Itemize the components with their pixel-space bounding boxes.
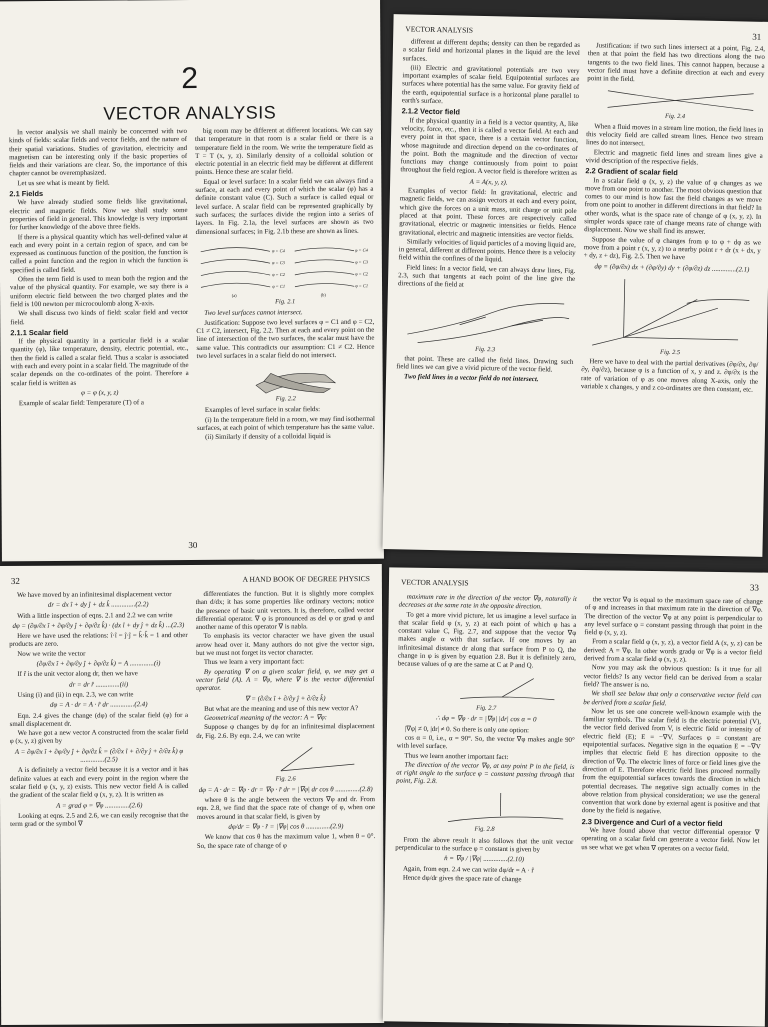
paragraph: In a scalar field φ (x, y, z) the value of φ changes as we move from one point to another. The most obvious question that comes to our mind is how fast the field changes as we move from one point to another in different directions in that field? In other words, what is the space rate of change of φ (x, y, z). In simpler words space rate of change means rate of change with displacement. Now we shall find its answer. — [584, 177, 762, 239]
equation: dφ = A · dr = A · r̂ dr ..............(2.4) — [10, 701, 189, 710]
equation: A = grad φ = ∇φ ..............(2.6) — [10, 802, 189, 811]
paragraph: maximum rate in the direction of the vector ∇φ, naturally it decreases at the same rate in the opposite direction. — [399, 593, 577, 612]
page31-column-right — [578, 42, 765, 546]
section-heading: 2.2 Gradient of scalar field — [585, 167, 762, 179]
paragraph: If the physical quantity in a field is a vector quantity, A, like velocity, force, etc., then it is called a vector field. At each and every point in that space, there is a certain vector function, whose magnitude and direction depend on the co-ordinates of the point. Both the magnitude and the direction of vector functions may change continuously from point to point throughout the field region. A vector field is therefore written as — [400, 117, 578, 179]
figure-caption: Fig. 2.3 — [397, 344, 574, 356]
paragraph: Field lines: In a vector field, we can always draw lines, Fig. 2.3, such that tangents at each point of the line give the directions of the field at — [398, 264, 575, 293]
paragraph: the vector ∇φ is equal to the maximum space rate of change of φ and increases in that maximum rate in the direction of ∇φ. The direction of the vector ∇φ at any point is perpendicular to any level surface φ = constant passing through that point in the field φ (x, y, z). — [584, 596, 763, 640]
paragraph: When a fluid moves in a stream line motion, the field lines in this velocity field are called stream lines. Hence two stream lines do not intersect. — [586, 123, 763, 152]
fig21-label: φ = C4 — [355, 247, 369, 252]
paragraph: that point. These are called the field lines. Drawing such field lines we can give a vivid picture of the vector field. — [396, 355, 573, 375]
paragraph: where θ is the angle between the vectors ∇φ and dr. From eqn. 2.8, we find that the space rate of change of φ, when one moves around in that scalar field, is given by — [197, 796, 376, 822]
figure-2-4 — [586, 87, 764, 124]
paragraph: Now you may ask the obvious question: Is it true for all vector fields? Is any vector field can be derived from a scalar field? The answer is no. — [584, 664, 762, 691]
paragraph: Again, from eqn. 2.4 we can write dφ/dr = A · r̂ — [395, 865, 573, 876]
paragraph: Now let us see one concrete well-known example with the familiar symbols. The scalar field is the electric potential (V), the vector field derived from V, is electric field or intensity of electric field (E); E = −∇V. Surfaces φ = constant are equipotential surfaces. Negative sign in the equation E = −∇V implies that electric field E has direction opposite to the direction of ∇φ. The electric lines of force or field lines give the direction of E. Therefore electric field lines proceed normally from the equipotential surfaces towards the direction in which potential decreases. The negative sign actually comes in the above relation from physical consideration; we use the general convention that work done by external agent is positive and that done by the field is negative. — [582, 708, 761, 818]
paragraph: |∇φ| ≠ 0, |dr| ≠ 0. So there is only one option: — [397, 725, 575, 736]
page-32 — [0, 564, 384, 1025]
figure-2-8-drawing — [396, 789, 574, 827]
page-33 — [383, 567, 768, 1026]
page32-column-right — [195, 590, 376, 1021]
paragraph: (iii) Electric and gravitational potentials are two very important examples of scalar field. Equipotential surfaces are surfaces where potential has the same value. For gravity field of the earth, equipotential surface is a horizontal plane parallel to earth's surface. — [402, 64, 580, 109]
figure-2-1 — [196, 239, 374, 308]
figure-2-1-drawing — [196, 239, 374, 300]
fig21-label: φ = C1 — [355, 283, 368, 288]
equation: dr = dx î + dy ĵ + dz k̂ ..............(2.2) — [9, 601, 188, 610]
equation: dφ/dr = ∇φ · r̂ = |∇φ| cos θ ..............(2.9) — [197, 823, 376, 832]
paragraph: We have already studied some fields like gravitational, electric and magnetic fields. Now we shall study some properties of field in general. This knowledge is very important for further knowledge of the above three fields. — [9, 198, 187, 232]
paragraph: Suppose the value of φ changes from φ to φ + dφ as we move from a point r (x, y, z) to a nearby point r + dr (x + dx, y + dy, z + dz), Fig. 2.5. Then we have — [584, 236, 761, 265]
page-30 — [0, 0, 384, 561]
equation: A = A(x, y, z). — [400, 177, 577, 189]
paragraph: Thus we learn another important fact: — [396, 752, 574, 763]
paragraph: Justification: if two such lines intersect at a point, Fig. 2.4, then at that point the field has two directions along the two tangents to the two field lines. This cannot happen, because a vector field must have a definite direction at each and every point in the field. — [587, 42, 765, 87]
figure-2-5-drawing — [582, 274, 760, 351]
chapter-title: VECTOR ANALYSIS — [0, 102, 381, 126]
paragraph: Electric and magnetic field lines and stream lines give a vivid description of the respective fields. — [586, 149, 763, 169]
paragraph: Eqn. 2.4 gives the change (dφ) of the scalar field (φ) for a small displacement dr. — [10, 712, 189, 730]
paragraph: We have got a new vector A constructed from the scalar field φ (x, y, z) given by — [10, 729, 189, 747]
figure-2-5 — [582, 274, 761, 359]
figure-caption: Fig. 2.1 — [196, 298, 374, 308]
paragraph: Equal or level surface: In a scalar field we can always find a surface, at each and every point of which the scalar (φ) has a definite constant value (C). Such a surface is called equal or level surface. A scalar field can be represented graphically by such surfaces; the surfaces divide the region into a series of layers. In Fig. 2.1a, the level surfaces are shown as two dimensional surfaces; in Fig. 2.1b these are shown as lines. — [195, 178, 373, 237]
paragraph: Using (i) and (ii) in eqn. 2.3, we can write — [9, 691, 188, 700]
paragraph: (ii) Similarly if density of a colloidal liquid is — [197, 433, 375, 443]
equation: ∇ = (∂/∂x î + ∂/∂y ĵ + ∂/∂z k̂) — [196, 695, 375, 704]
page-number: 31 — [752, 32, 761, 42]
section-heading: 2.1 Fields — [9, 189, 187, 199]
figure-caption: Fig. 2.6 — [196, 775, 375, 784]
page-number: 30 — [2, 539, 384, 552]
paragraph: Examples of level surface in scalar fields: — [197, 406, 375, 416]
figure-2-3 — [397, 292, 575, 356]
paragraph: Example of scalar field: Temperature (T) of a — [11, 399, 189, 409]
page31-column-left — [393, 38, 580, 542]
running-header: VECTOR ANALYSIS — [405, 24, 473, 35]
paragraph: In vector analysis we shall mainly be concerned with two kinds of fields: scalar fields and vector fields, and the nature of their spatial variations. Studies of gravitation, electricity and magnetism can be interesting only if the basic properties of fields and their variations are clear. So, the importance of this chapter cannot be overemphasized. — [9, 128, 187, 179]
page32-column-left — [9, 591, 190, 1022]
running-header: A HAND BOOK OF DEGREE PHYSICS — [243, 574, 370, 585]
paragraph: different at different depths; density can then be regarded as a scalar field and horizontal planes in the liquid are the level surfaces. — [403, 38, 580, 67]
running-header: VECTOR ANALYSIS — [401, 578, 469, 589]
paragraph: We shall see below that only a conservative vector field can be derived from a scalar field. — [583, 690, 761, 709]
equation: dφ = (∂φ/∂x î + ∂φ/∂y ĵ + ∂φ/∂z k̂) · (dx î + dy ĵ + dz k̂) ...(2.3) — [9, 622, 188, 631]
page33-column-left — [393, 593, 577, 1020]
fig21-sublabel: (a) — [232, 293, 237, 298]
paragraph: From the above result it also follows that the unit vector perpendicular to the surface φ = constant is given by — [395, 836, 573, 855]
equation: n̂ = ∇φ / |∇φ| ..............(2.10) — [395, 855, 573, 866]
paragraph: With a little inspection of eqns. 2.1 and 2.2 we can write — [9, 612, 188, 621]
paragraph: If r̂ is the unit vector along dr, then we have — [9, 670, 188, 679]
paragraph: Geometrical meaning of the vector: A = ∇φ: — [196, 714, 375, 723]
paragraph: Here we have to deal with the partial derivatives (∂φ/∂x, ∂φ/∂y, ∂φ/∂z), because φ is a function of x, y and z. ∂φ/∂x is the rate of variation of φ as one moves along X-axis, only the variable x changes, y and z co-ordinates are then constant, etc. — [581, 358, 759, 395]
fig21-label: φ = C3 — [272, 260, 286, 265]
section-heading: 2.3 Divergence and Curl of a vector field — [582, 818, 760, 829]
section-heading: 2.1.2 Vector field — [402, 108, 579, 120]
chapter-number: 2 — [0, 61, 381, 98]
figure-2-6-drawing — [196, 743, 375, 775]
figure-caption: Fig. 2.5 — [582, 347, 759, 359]
figure-2-3-drawing — [397, 292, 575, 348]
figure-2-8 — [395, 789, 574, 835]
equation: A = ∂φ/∂x î + ∂φ/∂y ĵ + ∂φ/∂z k̂ = (∂/∂x î + ∂/∂y ĵ + ∂/∂z k̂) φ ..............(2.5) — [10, 748, 189, 766]
paragraph: If there is a physical quantity which has well-defined value at each and every point in a certain region of space, and can be expressed as continuous function of the position, the function is called a point function and the region in which the function is specified is called field. — [10, 233, 188, 276]
fig21-label: φ = C1 — [272, 284, 285, 289]
figure-caption: Fig. 2.4 — [586, 112, 763, 124]
paragraph: We have moved by an infinitesimal displacement vector — [9, 591, 188, 600]
equation: (∂φ/∂x î + ∂φ/∂y ĵ + ∂φ/∂z k̂) = A ..............(i) — [9, 660, 188, 669]
paragraph: A is definitely a vector field because it is a vector and it has definite values at each and every point in the region where the scalar field φ (x, y, z) exists. This new vector field A is called the gradient of the scalar field φ (x, y, z). It is written as — [10, 766, 189, 800]
fig21-label: φ = C2 — [272, 272, 286, 277]
paragraph: Hence dφ/dr gives the space rate of change — [395, 874, 573, 885]
page-number: 32 — [11, 576, 20, 586]
paragraph: From a scalar field φ (x, y, z), a vector field A (x, y, z) can be derived: A = ∇φ. In other words gradφ or ∇φ is a vector field derived from a scalar field φ (x, y, z). — [584, 639, 762, 666]
paragraph: Now we write the vector — [9, 650, 188, 659]
paragraph: To emphasis its vector character we have given the usual arrow head over it. Many authors do not give the vector sign, but we must not forget its vector character. — [196, 633, 375, 659]
page30-column-right — [195, 127, 376, 538]
equation: dφ = (∂φ/∂x) dx + (∂φ/∂y) dy + (∂φ/∂z) dz ..............(2.1) — [583, 263, 760, 275]
paragraph: (i) In the temperature field in a room, we may find isothermal surfaces, at each point of which temperature has the same value. — [197, 415, 375, 433]
paragraph: Looking at eqns. 2.5 and 2.6, we can easily recognise that the term grad or the symbol ∇ — [10, 812, 189, 830]
paragraph: If the physical quantity in a particular field is a scalar quantity (φ), like temperature, density, electric potential, etc., then the field is called a scalar field. Thus a scalar is associated with each and every point in a scalar field. The magnitude of the scalar depends on the co-ordinates of the point. Therefore a scalar field is written as — [10, 337, 188, 388]
paragraph: Here we have used the relations: î·î = ĵ·ĵ = k̂·k̂ = 1 and other products are zero. — [9, 632, 188, 650]
paragraph: By operating ∇ on a given scalar field, φ, we may get a vector field (A). A = ∇φ, where ∇ is the vector differential operator. — [196, 668, 375, 694]
figure-caption: Fig. 2.8 — [395, 825, 573, 836]
figure-2-4-drawing — [587, 87, 764, 116]
paragraph: differentiates the function. But it is slightly more complex than d/dx; it has some properties like ordinary vectors; notice the presence of basic unit vectors. It is, therefore, called vector differential operator. ∇ φ is pronounced as del φ or grad φ and another name of this operator ∇ is nabla. — [195, 590, 374, 632]
fig21-label: φ = C3 — [355, 259, 369, 264]
paragraph: Two level surfaces cannot intersect. — [196, 309, 374, 319]
fig21-sublabel: (b) — [321, 292, 327, 297]
paragraph: But what are the meaning and use of this new vector A? — [196, 705, 375, 714]
page-number: 33 — [750, 582, 759, 592]
paragraph: We shall discuss two kinds of field: scalar field and vector field. — [10, 309, 188, 327]
paragraph: Examples of vector field: In gravitational, electric and magnetic fields, we can assign vectors at each and every point, which give the forces on a unit mass, unit charge or unit pole placed at that point. These forces are respectively called gravitational, electric or magnetic intensities or fields. Hence gravitational, electric and magnetic intensities are vector fields. — [399, 187, 577, 240]
paragraph: Suppose φ changes by dφ for an infinitesimal displacement dr, Fig. 2.6. By eqn. 2.4, we can write — [196, 723, 375, 741]
equation: ∴ dφ = ∇φ · dr = |∇φ| |dr| cos α = 0 — [397, 715, 575, 726]
page30-column-left — [9, 128, 190, 539]
paragraph: cos α = 0, i.e., α = 90°. So, the vector ∇φ makes angle 90° with level surface. — [397, 734, 575, 753]
figure-caption: Fig. 2.7 — [397, 704, 575, 715]
paragraph: Two field lines in a vector field do not intersect. — [396, 373, 573, 385]
fig21-label: φ = C4 — [272, 248, 286, 253]
paragraph: Justification: Suppose two level surfaces φ = C1 and φ = C2, C1 ≠ C2, intersect, Fig. 2.2. Then at each and every point on the line of intersection of the two surfaces, the scalar must have the same value. This contradicts our assumption: C1 ≠ C2. Hence two level surfaces in a scalar field do not intersect. — [196, 319, 374, 362]
figure-2-2-drawing — [197, 363, 375, 396]
paragraph: Thus we learn a very important fact: — [196, 658, 375, 667]
paragraph: To get a more vivid picture, let us imagine a level surface in that scalar field φ (x, y, z) at each point of which φ has a constant value C, Fig. 2.7, and suppose that the vector ∇φ makes angle α with that surface. If one moves by an infinitesimal distance dr along that surface from P to Q, the change in φ is given by equation 2.8. But it is definitely zero, because values of φ are the same at C at P and Q. — [398, 611, 577, 672]
paragraph: Let us see what is meant by field. — [9, 179, 187, 189]
equation: φ = φ (x, y, z) — [11, 389, 189, 399]
section-heading: 2.1.1 Scalar field — [10, 328, 188, 338]
equation: dφ = A · dr = ∇φ · dr = ∇φ · r̂ dr = |∇φ| dr cos θ ..............(2.8) — [196, 786, 375, 795]
paragraph: big room may be different at different locations. We can say that temperature in that room is a scalar field or there is a temperature field in the room. We write the temperature field as T = T (x, y, z). Similarly density of a colloidal solution or electric potential in an electric field may be different at different points. Hence these are scalar field. — [195, 127, 373, 178]
fig21-label: φ = C2 — [355, 271, 369, 276]
page-31 — [382, 14, 768, 557]
equation: dr = dr r̂ ..............(ii) — [9, 681, 188, 690]
paragraph: The direction of the vector ∇φ, at any point P in the field, is at right angle to the surface φ = constant passing through that point, Fig. 2.8. — [396, 761, 574, 788]
figure-2-7-drawing — [397, 672, 575, 706]
figure-2-2 — [197, 363, 375, 404]
figure-2-7 — [397, 672, 576, 714]
figure-2-6 — [196, 743, 375, 784]
paragraph: Similarly velocities of liquid particles of a moving liquid are, in general, different at different points. Hence there is a velocity field within the confines of the liquid. — [398, 238, 575, 267]
paragraph: We have found above that vector differential operator ∇ operating on a scalar field can generate a vector field. Now let us see what we get when ∇ operates on a vector field. — [581, 827, 759, 854]
page33-column-right — [579, 596, 763, 1023]
paragraph: We know that cos θ has the maximum value 1, when θ = 0°. So, the space rate of change of φ — [197, 833, 376, 851]
figure-caption: Fig. 2.2 — [197, 395, 375, 405]
paragraph: Often the term field is used to mean both the region and the value of the physical quantity. For example, we say there is a uniform electric field between the two charged plates and the field is 100 newton per microcoulomb along X-axis. — [10, 275, 188, 309]
